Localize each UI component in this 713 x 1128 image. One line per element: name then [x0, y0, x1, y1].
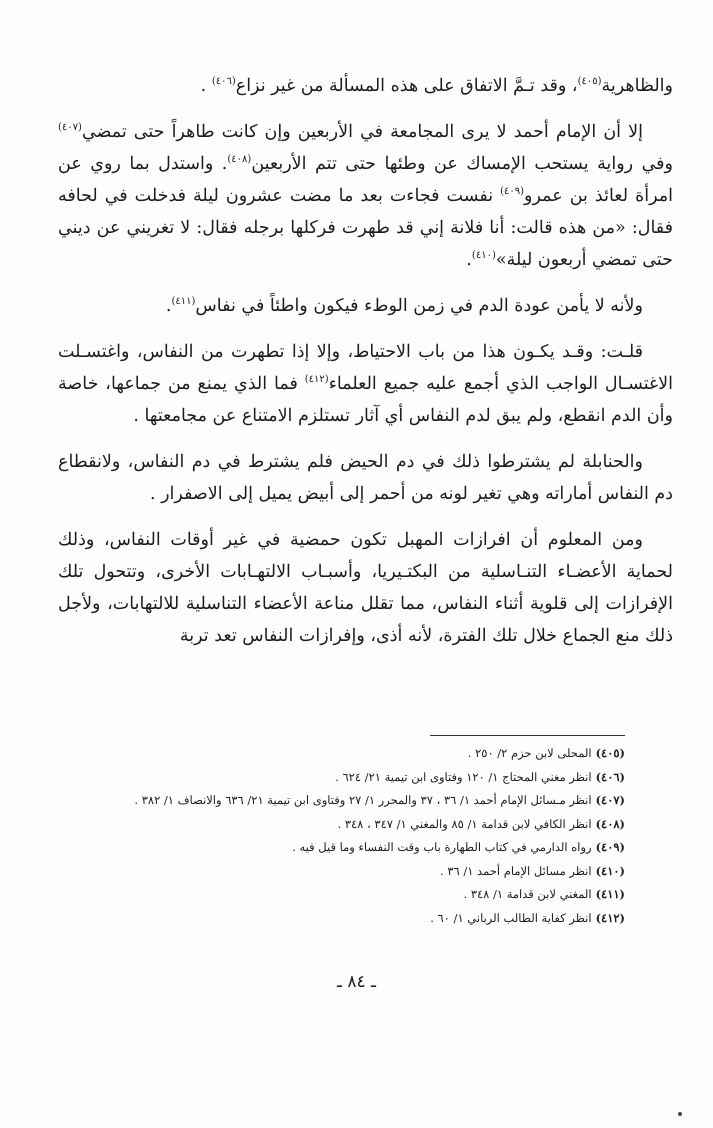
- footnote: [40, 766, 625, 790]
- footnote-number: (٤١١): [595, 887, 625, 901]
- footnote: [40, 836, 625, 860]
- footnote: [40, 742, 625, 766]
- footnote-reference: (٤١٢): [304, 374, 329, 386]
- paragraph: [58, 290, 673, 322]
- footnote-number: (٤١٠): [595, 863, 625, 878]
- footnote: [40, 813, 625, 837]
- footnotes-list: [40, 742, 625, 930]
- paragraph: [58, 446, 673, 510]
- footnote-reference: (٤٠٩): [500, 186, 525, 198]
- footnote: [40, 907, 625, 931]
- footnote-text: انظر مسائل الإمام أحمد ١/ ٣٦ .: [440, 863, 592, 878]
- footnote-reference: (٤٠٥): [577, 76, 602, 88]
- footnote-number: (٤٠٩): [595, 840, 625, 854]
- paragraph-text: وفي رواية يستحب الإمساك عن وطئها حتى تتم الأربعين: [251, 154, 674, 174]
- footnote-reference: (٤٠٨): [227, 154, 252, 166]
- paragraph-text: والظاهرية: [601, 76, 673, 96]
- footnote-number: (٤٠٦): [595, 769, 625, 784]
- footnote-reference: (٤٠٦): [211, 76, 236, 88]
- footnote-text: المغني لابن قدامة ١/ ٣٤٨ .: [463, 887, 592, 901]
- paragraph-text: فما الذي يمنع من جماعها، خاصة وأن الدم انقطع، ولم يبق لدم النفاس أي آثار تستلزم الامتناع عن مجامعتها .: [58, 374, 673, 426]
- paragraph-text: نفست فجاءت بعد ما مضت عشرون ليلة فدخلت في لحافه فقال: «من هذه قالت: أنا فلانة إني قد طهرت فركلها برجله فقال: لا تغريني عن ديني حتى تمضي أربعون ليلة»: [58, 186, 673, 270]
- footnote-reference: (٤١٠): [471, 250, 496, 262]
- paragraph-text: .: [200, 76, 212, 96]
- footnote-text: رواه الدارمي في كتاب الطهارة باب وقت النفساء وما قيل فيه .: [292, 840, 592, 854]
- paragraph-text: .: [165, 296, 172, 316]
- footnote-text: انظر مغني المحتاج ١/ ١٢٠ وفتاوى ابن تيمية ٢١/ ٦٢٤ .: [335, 769, 592, 784]
- paragraph-text: ومن المعلوم أن افرازات المهبل تكون حمضية في غير أوقات النفاس، وذلك لحماية الأعضـاء التنـاسلية من البكتـيريا، وأسبـاب الالتهـابات الأخرى، وتتحول تلك الإفرازات إلى قلوية أثناء النفاس، مما تقلل مناعة الأعضاء التناسلية للالتهابات، ولأجل ذلك منع الجماع خلال تلك الفترة، لأنه أذى، وإفرازات النفاس تعد تربة: [58, 530, 673, 646]
- main-text: [58, 70, 673, 666]
- paragraph: [58, 116, 673, 276]
- footnote-text: المحلى لابن حزم ٢/ ٢٥٠ .: [467, 746, 592, 760]
- footnote: [40, 883, 625, 907]
- footnote-number: (٤٠٥): [595, 746, 625, 760]
- footnote-reference: (٤١١): [171, 296, 196, 308]
- paragraph: [58, 336, 673, 432]
- scan-speck: [678, 1112, 682, 1116]
- footnote-separator: [430, 735, 625, 736]
- footnote-text: انظر الكافي لابن قدامة ١/ ٨٥ والمغني ١/ ٣٤٧ ، ٣٤٨ .: [337, 816, 592, 831]
- footnote: [40, 860, 625, 884]
- paragraph-text: ولأنه لا يأمن عودة الدم في زمن الوطء فيكون واطئاً في نفاس: [195, 296, 643, 316]
- footnote: [40, 789, 625, 813]
- paragraph: [58, 524, 673, 652]
- footnote-number: (٤٠٨): [595, 816, 625, 831]
- footnote-number: (٤١٢): [595, 910, 625, 925]
- page-number: ـ ٨٤ ـ: [336, 972, 377, 992]
- paragraph-text: .: [466, 250, 472, 270]
- paragraph: [58, 70, 673, 102]
- footnote-text: انظر مـسائل الإمام أحمد ١/ ٣٦ ، ٣٧ والمحرر ١/ ٢٧ وفتاوى ابن تيمية ٢١/ ٦٣٦ والانصاف ١/ ٣٨٢ .: [134, 793, 592, 807]
- paragraph-text: ، وقد تـمَّ الاتفاق على هذه المسألة من غير نزاع: [235, 76, 578, 96]
- paragraph-text: إلا أن الإمام أحمد لا يرى المجامعة في الأربعين وإن كانت طاهراً حتى تمضي: [81, 122, 643, 142]
- footnote-reference: (٤٠٧): [58, 122, 82, 134]
- paragraph-text: قلـت: وقـد يكـون هذا من باب الاحتياط، وإلا إذا تطهرت من النفاس، واغتسـلت الاغتسـال الواجب الذي أجمع عليه جميع العلماء: [58, 342, 673, 394]
- footnote-text: انظر كفاية الطالب الرباني ١/ ٦٠ .: [430, 910, 592, 925]
- footnote-number: (٤٠٧): [595, 793, 625, 807]
- paragraph-text: . واستدل بما روي عن امرأة لعائذ بن عمرو: [58, 154, 673, 206]
- paragraph-text: والحنابلة لم يشترطوا ذلك في دم الحيض فلم يشترط في دم النفاس، ولانقطاع دم النفاس أماراته وهي تغير لونه من أحمر إلى أبيض يميل إلى الاصفرار .: [58, 452, 673, 504]
